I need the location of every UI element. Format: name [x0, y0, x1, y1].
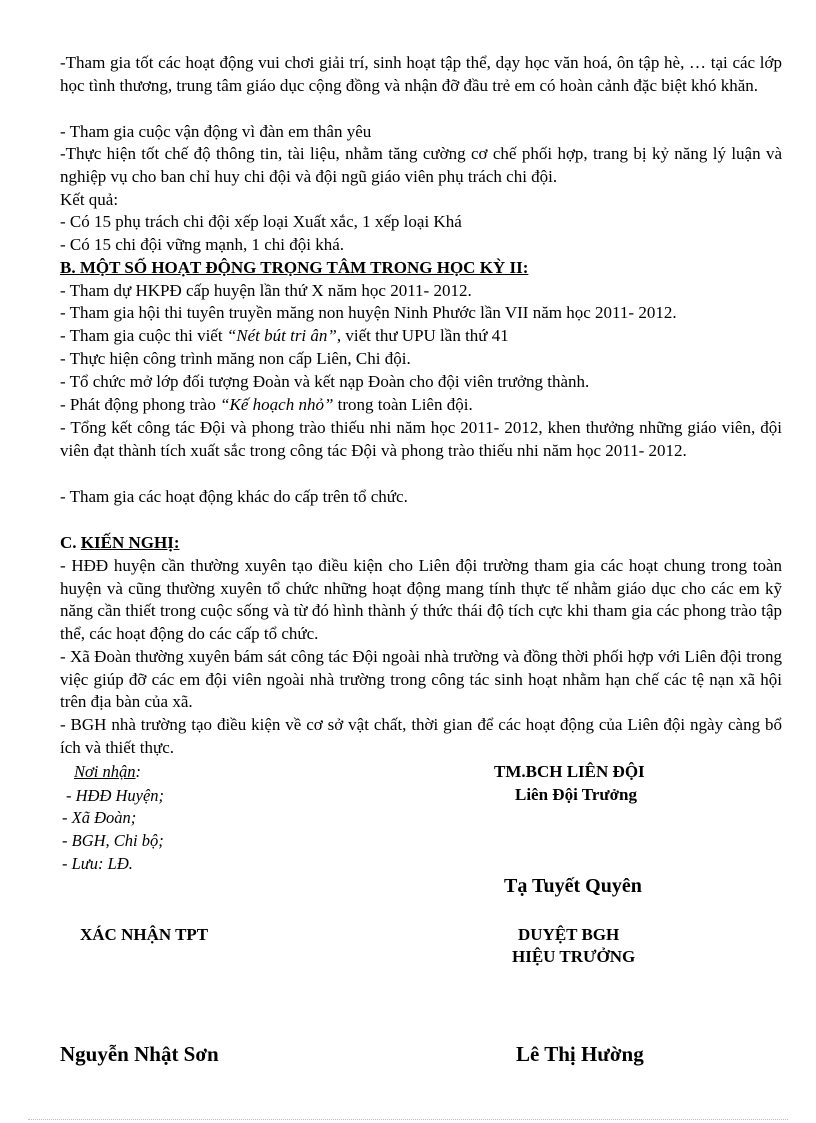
recommendation-1: - HĐĐ huyện cần thường xuyên tạo điều kiện cho Liên đội trường tham gia các hoạt chung trong toàn huyện và cũng thường xuyên tổ chức những hoạt động mang tính thực tế nhằm giáo dục cho các em kỹ năng cần thiết trong cuộc sống và từ đó hình thành ý thức thái độ tích cực khi tham gia các phong trào tập thể, các hoạt động do các cấp tổ chức.: [60, 556, 782, 643]
recipient-item: - BGH, Chi bộ;: [62, 831, 164, 850]
signature-bgh-name: Lê Thị Hường: [516, 1042, 644, 1066]
signature-right-name: Tạ Tuyết Quyên: [504, 875, 642, 897]
signature-right-title: TM.BCH LIÊN ĐỘI: [494, 762, 645, 781]
recipient-item: - Lưu: LĐ.: [62, 854, 133, 873]
recommendation-2: - Xã Đoàn thường xuyên bám sát công tác Đội ngoài nhà trường và đồng thời phối hợp với Liên đội trong việc giúp đỡ các em đội viên ngoài nhà trường trong công tác sinh hoạt nhằm hạn chế các tệ nạn xã hội trên địa bàn của xã.: [60, 647, 782, 711]
recipient-item: - Xã Đoàn;: [62, 808, 137, 827]
section-b-item-6-prefix: - Phát động phong trào: [60, 395, 221, 414]
section-c-heading-text: KIẾN NGHỊ:: [80, 533, 180, 552]
section-b-item-3-emphasis: “Nét bút tri ân”: [226, 326, 337, 345]
result-item-1: - Có 15 phụ trách chi đội xếp loại Xuất xắc, 1 xếp loại Khá: [60, 212, 462, 231]
result-item-2: - Có 15 chi đội vững mạnh, 1 chi đội khá.: [60, 235, 345, 254]
section-b-item-1: - Tham dự HKPĐ cấp huyện lần thứ X năm học 2011- 2012.: [60, 281, 472, 300]
section-b-item-3-prefix: - Tham gia cuộc thi viết: [60, 326, 227, 345]
section-b-item-5: - Tổ chức mở lớp đối tượng Đoàn và kết nạp Đoàn cho đội viên trưởng thành.: [60, 372, 590, 391]
section-b-item-7: - Tổng kết công tác Đội và phong trào thiếu nhi năm học 2011- 2012, khen thưởng những giáo viên, đội viên đạt thành tích xuất sắc trong công tác Đội và phong trào thiếu nhi năm học 2011- 2012.: [60, 418, 782, 460]
signature-tpt-title: XÁC NHẬN TPT: [80, 925, 209, 944]
activity-paragraph-2: - Tham gia cuộc vận động vì đàn em thân yêu: [60, 122, 372, 141]
section-b-item-6: [60, 394, 473, 416]
page-bottom-divider: [28, 1119, 788, 1120]
section-b-item-6-suffix: trong toàn Liên đội.: [333, 395, 473, 414]
recipient-item: - HĐĐ Huyện;: [66, 786, 165, 805]
section-b-heading: B. MỘT SỐ HOẠT ĐỘNG TRỌNG TÂM TRONG HỌC KỲ II:: [60, 258, 529, 277]
recipients-label-colon: :: [135, 762, 142, 781]
section-b-item-4: - Thực hiện công trình măng non cấp Liên, Chi đội.: [60, 349, 411, 368]
section-b-item-8: - Tham gia các hoạt động khác do cấp trên tổ chức.: [60, 487, 408, 506]
activity-paragraph-3: -Thực hiện tốt chế độ thông tin, tài liệu, nhằm tăng cường cơ chế phối hợp, trang bị kỷ năng lý luận và nghiệp vụ cho ban chỉ huy chi đội và đội ngũ giáo viên phụ trách chi đội.: [60, 144, 782, 186]
section-b-item-2: - Tham gia hội thi tuyên truyền măng non huyện Ninh Phước lần VII năm học 2011- 2012.: [60, 303, 677, 322]
section-b-item-3: [60, 325, 509, 347]
section-c-heading-prefix: C.: [60, 533, 81, 552]
signature-bgh-title: DUYỆT BGH: [518, 925, 620, 944]
signature-tpt-name: Nguyễn Nhật Sơn: [60, 1042, 219, 1066]
recipients-label-text: Nơi nhận: [74, 762, 136, 781]
recipients-label: [74, 762, 141, 782]
section-c-heading: [60, 532, 180, 554]
result-label: Kết quả:: [60, 190, 119, 209]
recommendation-3: - BGH nhà trường tạo điều kiện về cơ sở vật chất, thời gian để các hoạt động của Liên đội ngày càng bổ ích và thiết thực.: [60, 715, 782, 757]
section-b-item-6-emphasis: “Kế hoạch nhỏ”: [220, 395, 334, 414]
section-b-item-3-suffix: , viết thư UPU lần thứ 41: [336, 326, 509, 345]
signature-bgh-role: HIỆU TRƯỞNG: [512, 947, 636, 966]
activity-paragraph-1: -Tham gia tốt các hoạt động vui chơi giải trí, sinh hoạt tập thể, dạy học văn hoá, ôn tập hè, … tại các lớp học tình thương, trung tâm giáo dục cộng đồng và nhận đỡ đầu trẻ em có hoàn cảnh đặc biệt khó khăn.: [60, 53, 782, 95]
signature-right-role: Liên Đội Trưởng: [515, 785, 637, 804]
